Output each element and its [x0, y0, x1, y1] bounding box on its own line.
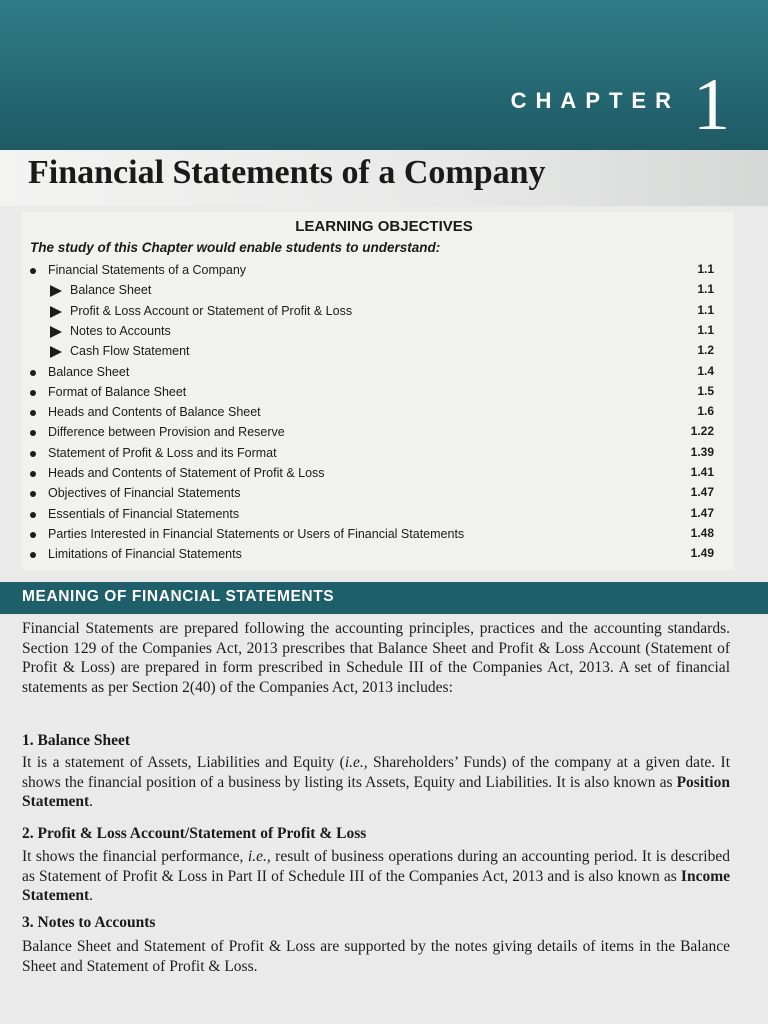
objective-item	[0, 465, 768, 485]
objective-page-number: 1.1	[697, 322, 714, 337]
bullet-icon	[30, 370, 36, 376]
profit-loss-paragraph: It shows the financial performance, i.e., result of business operations during an accounting period. It is described as Statement of Profit & Loss in Part II of Schedule III of the Companies Act, 2013 and is also known as Income Statement.	[22, 848, 730, 904]
objective-label: Essentials of Financial Statements	[48, 506, 240, 521]
objective-page-number: 1.1	[697, 302, 714, 317]
objective-label: Heads and Contents of Statement of Profit & Loss	[48, 466, 325, 480]
objective-item	[0, 364, 768, 384]
objective-label: Heads and Contents of Balance Sheet	[48, 405, 261, 420]
objective-item	[0, 262, 768, 282]
bullet-icon	[30, 471, 36, 477]
arrow-icon	[50, 326, 62, 338]
objective-item	[0, 343, 768, 363]
objective-label: Statement of Profit & Loss and its Format	[48, 445, 277, 460]
objective-label: Profit & Loss Account or Statement of Profit & Loss	[70, 303, 353, 318]
section-intro-paragraph: Financial Statements are prepared following the accounting principles, practices and the accounting standards. Section 129 of the Companies Act, 2013 prescribes that Balance Sheet and Profit & Loss Account (Statement of Profit & Loss) are prepared in form prescribed in Schedule III of the Companies Act, 2013. A set of financial statements as per Section 2(40) of the Companies Act, 2013 includes:	[22, 620, 730, 696]
objective-item	[0, 303, 768, 323]
arrow-icon	[50, 346, 62, 358]
arrow-icon	[50, 285, 62, 297]
objective-page-number: 1.1	[697, 262, 714, 276]
objective-page-number: 1.22	[690, 424, 714, 439]
objective-page-number: 1.47	[690, 485, 714, 500]
learning-objectives-intro: The study of this Chapter would enable students to understand:	[30, 240, 441, 255]
objective-item	[0, 404, 768, 424]
objective-page-number: 1.6	[697, 404, 714, 419]
objective-item	[0, 282, 768, 302]
learning-objectives-heading: LEARNING OBJECTIVES	[295, 218, 473, 235]
chapter-number: 1	[693, 64, 730, 146]
objective-item	[0, 526, 768, 546]
objective-item	[0, 485, 768, 505]
objective-page-number: 1.2	[697, 343, 714, 358]
objective-label: Balance Sheet	[70, 283, 152, 298]
objective-label: Parties Interested in Financial Statements or Users of Financial Statements	[48, 526, 465, 541]
balance-sheet-paragraph: It is a statement of Assets, Liabilities and Equity (i.e., Shareholders’ Funds) of the company at a given date. It shows the financial position of a business by listing its Assets, Equity and Liabilities. It is also known as Position Statement.	[22, 754, 730, 810]
bullet-icon	[30, 410, 36, 416]
objective-page-number: 1.5	[697, 383, 714, 398]
bullet-icon	[30, 451, 36, 457]
objective-label: Difference between Provision and Reserve	[48, 425, 285, 440]
bullet-icon	[30, 390, 36, 396]
notes-paragraph: Balance Sheet and Statement of Profit & Loss are supported by the notes giving details of items in the Balance Sheet and Statement of Profit & Loss.	[22, 938, 730, 975]
chapter-header-band	[0, 0, 768, 150]
profit-loss-heading: 2. Profit & Loss Account/Statement of Profit & Loss	[22, 825, 367, 842]
bullet-icon	[30, 552, 36, 558]
objective-page-number: 1.1	[697, 282, 714, 297]
objective-label: Limitations of Financial Statements	[48, 547, 242, 562]
page-title: Financial Statements of a Company	[28, 154, 546, 191]
objective-label: Format of Balance Sheet	[48, 384, 187, 399]
chapter-label: CHAPTER	[510, 88, 680, 113]
objective-page-number: 1.4	[697, 363, 714, 378]
objective-page-number: 1.49	[690, 546, 714, 561]
objective-page-number: 1.48	[690, 525, 714, 540]
objective-label: Financial Statements of a Company	[48, 263, 247, 277]
bullet-icon	[30, 512, 36, 518]
bullet-icon	[30, 491, 36, 497]
objective-label: Notes to Accounts	[70, 323, 171, 338]
objective-item	[0, 445, 768, 465]
bullet-icon	[30, 430, 36, 436]
objective-label: Cash Flow Statement	[70, 344, 190, 359]
objective-item	[0, 506, 768, 526]
objective-item	[0, 546, 768, 566]
section-title: MEANING OF FINANCIAL STATEMENTS	[22, 588, 335, 605]
objective-item	[0, 323, 768, 343]
objective-item	[0, 424, 768, 444]
objective-page-number: 1.39	[690, 444, 714, 459]
balance-sheet-heading: 1. Balance Sheet	[22, 732, 131, 749]
objective-page-number: 1.41	[690, 465, 714, 479]
notes-heading: 3. Notes to Accounts	[22, 914, 156, 931]
objective-label: Balance Sheet	[48, 364, 130, 379]
bullet-icon	[30, 268, 36, 274]
arrow-icon	[50, 306, 62, 318]
objective-label: Objectives of Financial Statements	[48, 486, 241, 501]
objective-page-number: 1.47	[690, 505, 714, 520]
objective-item	[0, 384, 768, 404]
bullet-icon	[30, 532, 36, 538]
